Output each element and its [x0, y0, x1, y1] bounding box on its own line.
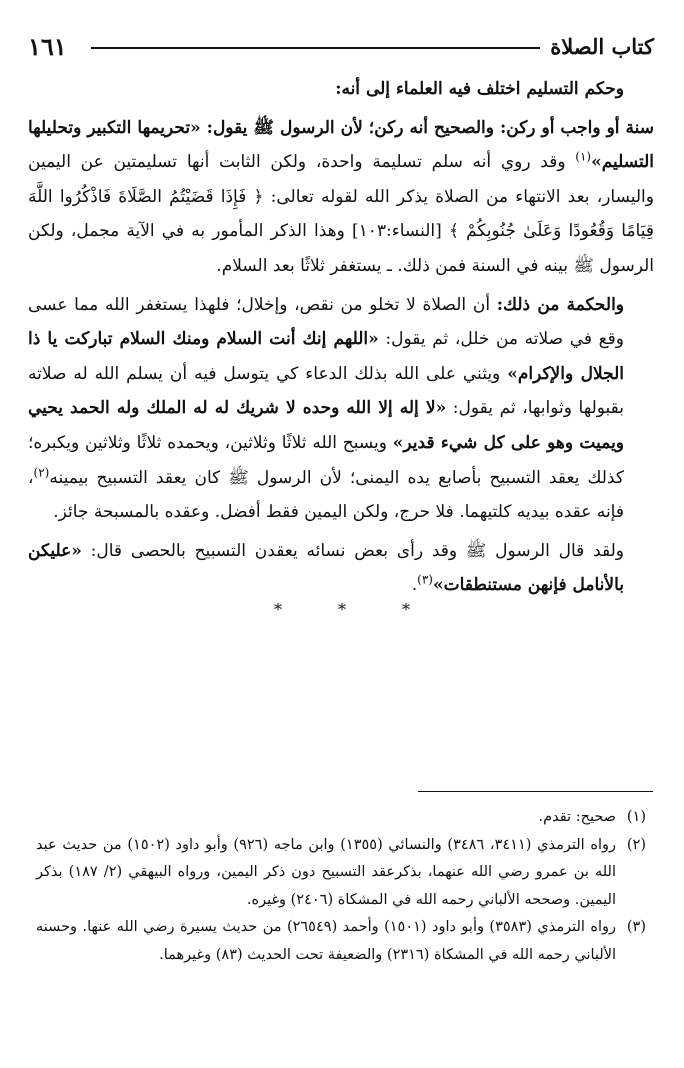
paragraph-2	[28, 111, 654, 284]
page-header	[28, 26, 654, 66]
footnote-3	[36, 914, 646, 969]
footnote-text: رواه الترمذي (٣٥٨٣) وأبو داود (١٥٠١) وأحمد (٢٦٥٤٩) من حديث يسيرة رضي الله عنها. وحسنه الألباني رحمه الله في المشكاة (٢٣١٦) والضعيفة تحت الحديث (٨٣) وغيرهما.	[36, 919, 616, 963]
footnote-text: صحيح: تقدم.	[538, 809, 616, 825]
separator-star: *	[402, 600, 410, 619]
separator-star: *	[274, 600, 282, 619]
footnote-1	[36, 804, 646, 832]
running-title: كتاب الصلاة	[550, 33, 654, 59]
paragraph-2-lead: سنة أو واجب أو ركن: والصحيح أنه ركن؛ لأن الرسول ﷺ يقول:	[200, 117, 654, 138]
paragraph-4-text-b: .	[411, 575, 418, 596]
footnote-number: (٣)	[626, 919, 646, 935]
footnote-number: (٢)	[626, 836, 646, 853]
paragraph-3-text-d: ، فإنه عقده بيديه كلتيهما. فلا حرج، ولكن اليمين فقط أفضل. وعقده بالمسبحة جائز.	[28, 467, 624, 523]
paragraph-2-text: وقد روي أنه سلم تسليمة واحدة، ولكن الثابت أنها تسليمتين عن اليمين واليسار، بعد الانتهاء من الصلاة يذكر الله لقوله تعالى: ﴿ فَإِذَا قَضَيْتُمُ الصَّلَاةَ فَاذْكُرُوا اللَّهَ قِيَامًا وَقُعُودًا وَعَلَىٰ جُنُوبِكُمْ ﴾ [النساء:١٠٣] وهذا الذكر المأمور به في الآية مجمل، ولكن الرسول ﷺ بينه في السنة فمن ذلك. ـ يستغفر ثلاثًا بعد السلام.	[28, 152, 654, 276]
paragraph-3-text-a: أن الصلاة لا تخلو من نقص، وإخلال؛ فلهذا يستغفر الله مما عسى وقع في صلاته من خلل، ثم يقول:	[28, 294, 624, 350]
paragraph-3-text-b: ويثني على الله بذلك الدعاء كي يتوسل فيه أن يسلم الله له صلاته بقبولها وثوابها، ثم يقول:	[28, 363, 624, 419]
footnote-2	[36, 832, 646, 915]
paragraph-1	[28, 72, 654, 107]
paragraph-3	[28, 288, 654, 530]
hadith-quote-4: «عليكن بالأنامل فإنهن مستنطقات»	[28, 540, 624, 596]
paragraph-4-text-a: ولقد قال الرسول ﷺ وقد رأى بعض نسائه يعقدن التسبيح بالحصى قال:	[81, 540, 624, 561]
header-rule	[91, 47, 541, 49]
hadith-quote-1: «تحريمها التكبير وتحليلها التسليم»	[28, 117, 654, 173]
separator-star: *	[338, 600, 346, 619]
paragraph-3-text-c: ويسبح الله ثلاثًا وثلاثين، ويحمده ثلاثًا وثلاثين ويكبره؛ كذلك يعقد التسبيح بأصابع يده اليمنى؛ لأن الرسول ﷺ كان يعقد التسبيح بيمينه	[28, 432, 624, 488]
section-separator	[0, 600, 684, 619]
paragraph-3-lead: والحكمة من ذلك:	[496, 294, 624, 315]
footnote-number: (١)	[626, 809, 646, 825]
main-text	[28, 72, 654, 607]
page-number: ١٦١	[28, 31, 67, 61]
hadith-quote-2: «اللهم إنك أنت السلام ومنك السلام تباركت يا ذا الجلال والإكرام»	[28, 329, 624, 384]
hadith-quote-3: «لا إله إلا الله وحده لا شريك له له الملك وله الحمد يحيي ويميت وهو على كل شيء قدير»	[28, 398, 625, 453]
paragraph-4	[28, 534, 654, 603]
footnote-ref-3: (٣)	[417, 572, 433, 587]
footnote-rule	[418, 791, 653, 792]
footnote-ref-2: (٢)	[33, 464, 50, 479]
footnotes	[36, 804, 646, 969]
footnote-text: رواه الترمذي (٣٤١١، ٣٤٨٦) والنسائي (١٣٥٥) وابن ماجه (٩٢٦) وأبو داود (١٥٠٢) من حديث عبد الله بن عمرو رضي الله عنهما، بذكرعقد التسبيح دون ذكر اليمين، ورواه البيهقي (٢/ ١٨٧) بذكر اليمين. وصححه الألباني رحمه الله في المشكاة (٢٤٠٦) وغيره.	[36, 836, 616, 908]
footnote-ref-1: (١)	[575, 149, 592, 164]
paragraph-1-text: وحكم التسليم اختلف فيه العلماء إلى أنه:	[335, 79, 624, 99]
